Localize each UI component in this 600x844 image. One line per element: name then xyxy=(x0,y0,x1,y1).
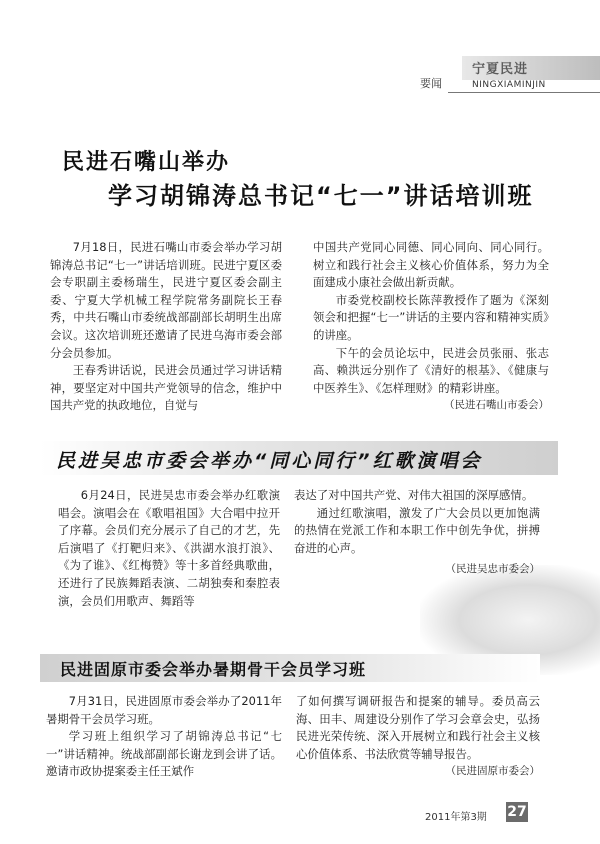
article1-title-line1: 民进石嘴山举办 xyxy=(62,150,231,175)
article3-paragraph: 学习班上组织学习了胡锦涛总书记“七一”讲话精神。统战部副部长谢龙到会讲了话。邀请市政协提案委主任王斌作 xyxy=(46,729,282,779)
article1-paragraph: 7月18日，民进石嘴山市委会举办学习胡锦涛总书记“七一”讲话培训班。民进宁夏区委会专职副主委杨瑞生，民进宁夏区委会副主委、宁夏大学机械工程学院常务副院长王春秀，中共石嘴山市委统战部副部长胡明生出席会议。这次培训班还邀请了民进乌海市委会部分会员参加。 xyxy=(50,240,282,360)
magazine-subtitle: NINGXIAMINJIN xyxy=(472,80,546,90)
article3-title: 民进固原市委会举办暑期骨干会员学习班 xyxy=(60,660,367,679)
article1-signature: （民进石嘴山市委会） xyxy=(444,399,549,412)
page-number: 27 xyxy=(507,804,527,820)
article1-right-column xyxy=(313,239,549,415)
article2-title: 民进吴忠市委会举办“同心同行”红歌演唱会 xyxy=(56,450,483,472)
article2-left-column xyxy=(58,487,280,610)
article2-paragraph: 通过红歌演唱，激发了广大会员以更加饱满的热情在党派工作和本职工作中创先争优，拼搏奋进的心声。 xyxy=(294,505,540,555)
article3-right-column xyxy=(296,693,540,781)
header-divider xyxy=(448,92,600,93)
article1-paragraph: 王春秀讲话说，民进会员通过学习讲话精神，要坚定对中国共产党领导的信念，维护中国共产党的执政地位，自觉与 xyxy=(50,363,282,413)
article1-paragraph: 市委党校副校长陈萍教授作了题为《深刻领会和把握“七一”讲话的主要内容和精神实质》的讲座。 xyxy=(313,292,549,342)
article1-paragraph: 下午的会员论坛中，民进会员张丽、张志高、赖洪远分别作了《清好的根基》、《健康与中医养生》、《怎样理财》的精彩讲座。 xyxy=(313,345,549,395)
issue-label: 2011年第3期 xyxy=(425,812,487,823)
article3-signature: （民进固原市委会） xyxy=(445,765,540,778)
article3-left-column xyxy=(46,693,282,781)
article1-continuation: 中国共产党同心同德、同心同向、同心同行。树立和践行社会主义核心价值体系，努力为全面建成小康社会做出新贡献。 xyxy=(313,240,549,290)
article2-paragraph: 6月24日，民进吴忠市委会举办红歌演唱会。演唱会在《歌唱祖国》大合唱中拉开了序幕。会员们充分展示了自己的才艺，先后演唱了《打靶归来》、《洪湖水浪打浪》、《为了谁》、《红梅赞》等十多首经典歌曲，还进行了民族舞蹈表演、二胡独奏和秦腔表演，会员们用歌声、舞蹈等 xyxy=(58,488,280,608)
article1-title-line2: 学习胡锦涛总书记“七一”讲话培训班 xyxy=(108,182,534,210)
article2-right-column xyxy=(294,487,540,579)
article3-paragraph: 7月31日，民进固原市委会举办了2011年暑期骨干会员学习班。 xyxy=(46,694,282,726)
article1-left-column xyxy=(50,239,282,415)
magazine-title: 宁夏民进 xyxy=(472,62,529,77)
article3-continuation: 了如何撰写调研报告和提案的辅导。委员高云海、田丰、周建设分别作了学习会章会史，弘扬民进光荣传统、深入开展树立和践行社会主义核心价值体系、书法欣赏等辅导报告。 xyxy=(296,694,540,761)
article2-continuation: 表达了对中国共产党、对伟大祖国的深厚感情。 xyxy=(294,488,534,502)
section-label: 要闻 xyxy=(420,77,442,90)
article2-signature: （民进吴忠市委会） xyxy=(445,563,540,576)
